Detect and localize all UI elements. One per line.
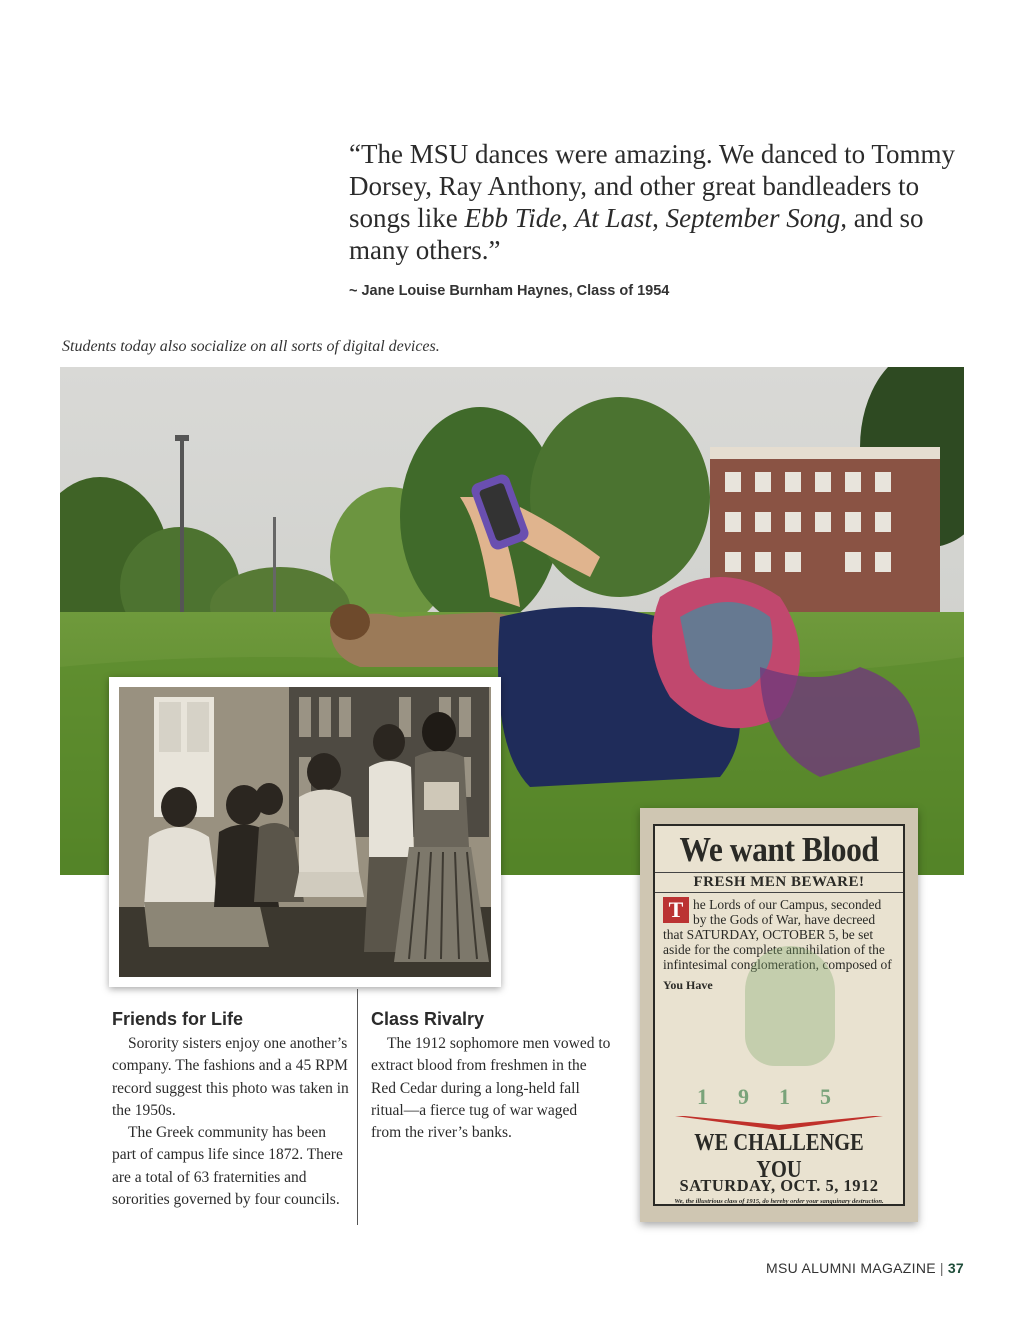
photo-caption: Students today also socialize on all sorts of digital devices. [62, 338, 440, 355]
poster-year: 1915 [697, 1084, 861, 1109]
poster-you-have: You Have [663, 978, 713, 992]
pull-quote [349, 138, 969, 266]
sorority-sisters-photo [109, 677, 501, 987]
page-number: 37 [947, 1260, 964, 1276]
article-paragraph: The 1912 sophomore men vowed to extract blood from freshmen in the Red Cedar during a long-held fall ritual—a fierce tug of war waged from the river’s banks. [371, 1035, 611, 1142]
poster-title: We want Blood [679, 830, 879, 869]
article-title: Friends for Life [112, 1009, 244, 1029]
article-title: Class Rivalry [371, 1009, 485, 1029]
poster-subtitle: FRESH MEN BEWARE! [655, 872, 903, 893]
poster-date: SATURDAY, OCT. 5, 1912 [679, 1176, 879, 1195]
poster-challenge [655, 1116, 903, 1184]
quote-text-1: “The MSU dances were amazing. We danced to Tommy Dorsey, Ray Anthony, and other great bandleaders to songs like [349, 139, 955, 233]
article-class-rivalry [371, 1007, 611, 1144]
article-paragraph: Sorority sisters enjoy one another’s company. The fashions and a 45 RPM record suggest this photo was taken in the 1950s. [112, 1035, 349, 1119]
skull-watermark-icon [745, 946, 835, 1066]
red-chevron-icon [655, 1116, 903, 1130]
quote-separator: , [652, 203, 666, 233]
quote-attribution: ~ Jane Louise Burnham Haynes, Class of 1954 [349, 283, 670, 299]
quote-text-2: and so many others.” [349, 203, 924, 265]
poster-footer: We, the illustrious class of 1915, do hereby order your sanguinary destruction. [674, 1198, 884, 1205]
we-want-blood-poster [640, 808, 918, 1222]
column-divider [357, 989, 358, 1225]
poster-drop-letter: T [663, 897, 689, 923]
footer-separator: | [939, 1260, 944, 1276]
quote-song-ebb-tide: Ebb Tide [464, 203, 562, 233]
poster-challenge-text: WE CHALLENGE YOU [694, 1130, 864, 1183]
page-footer [766, 1260, 964, 1276]
quote-separator: , [561, 203, 575, 233]
quote-song-september-song: September Song, [665, 203, 848, 233]
article-friends-for-life [112, 1007, 352, 1211]
article-paragraph: The Greek community has been part of campus life since 1872. There are a total of 63 fraternities and sororities governed by four councils. [112, 1124, 343, 1209]
quote-song-at-last: At Last [574, 203, 653, 233]
poster-lords-body: he Lords of our Campus, seconded by the Gods of War, have decreed that SATURDAY, OCTOBER 5, be set aside for the complete annihilation of the infintesimal conglomeration, composed of [663, 897, 892, 972]
magazine-name: MSU ALUMNI MAGAZINE [766, 1260, 936, 1276]
